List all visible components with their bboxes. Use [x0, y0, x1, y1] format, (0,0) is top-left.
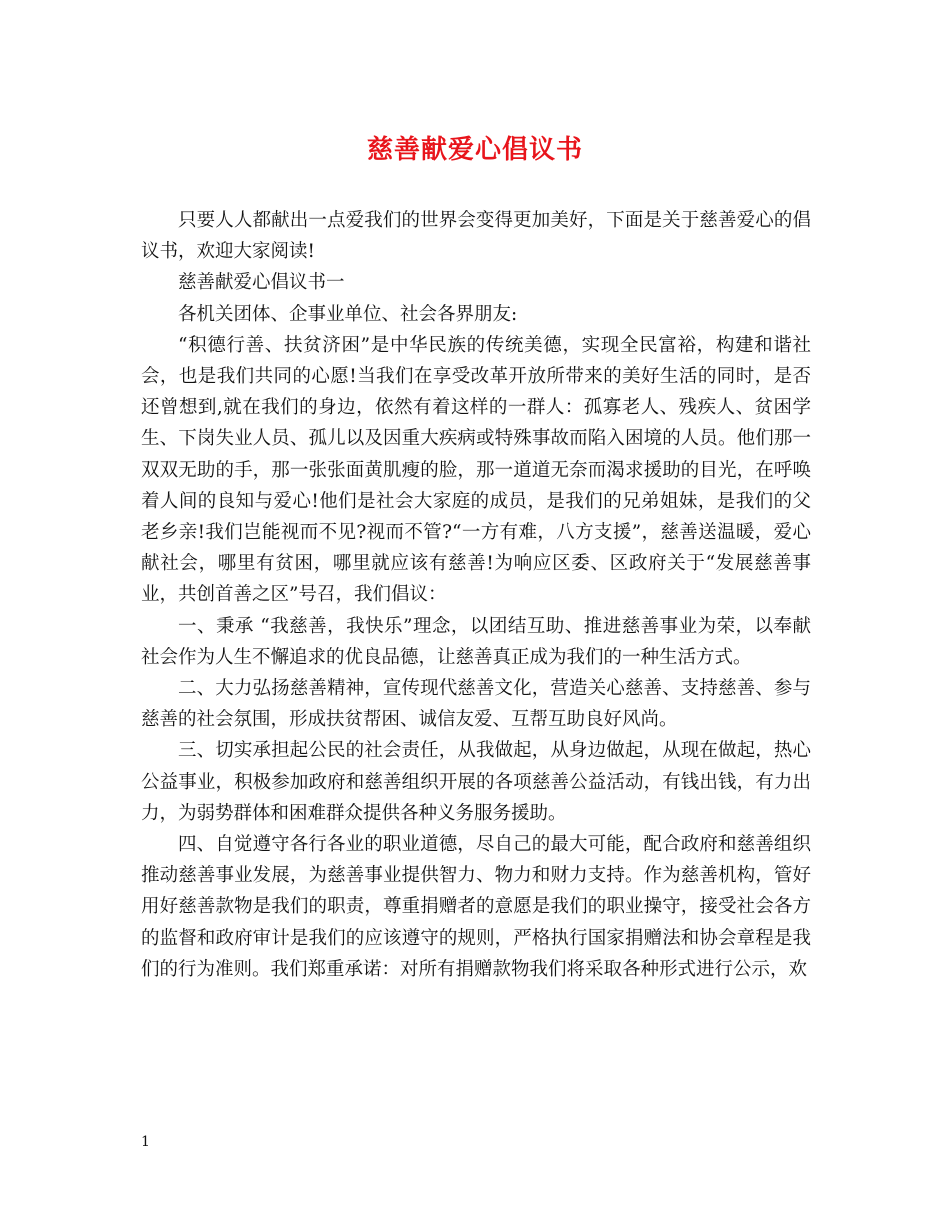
body-paragraph: “积德行善、扶贫济困”是中华民族的传统美德，实现全民富裕，构建和谐社会，也是我们共同的心愿!当我们在享受改革开放所带来的美好生活的同时，是否还曾想到,就在我们的身边，依然有着这样的一群人：孤寡老人、残疾人、贫困学生、下岗失业人员、孤儿以及因重大疾病或特殊事故而陷入困境的人员。他们那一双双无助的手，那一张张面黄肌瘦的脸，那一道道无奈而渴求援助的目光，在呼唤着人间的良知与爱心!他们是社会大家庭的成员，是我们的兄弟姐妹，是我们的父老乡亲!我们岂能视而不见?视而不管?“一方有难，八方支援”，慈善送温暖，爱心献社会，哪里有贫困，哪里就应该有慈善!为响应区委、区政府关于“发展慈善事业，共创首善之区”号召，我们倡议：: [141, 334, 812, 606]
proposal-item-1: 一、秉承 “我慈善，我快乐”理念，以团结互助、推进慈善事业为荣，以奉献社会作为人生不懈追求的优良品德，让慈善真正成为我们的一种生活方式。: [141, 615, 811, 668]
proposal-item-4: 四、自觉遵守各行各业的职业道德，尽自己的最大可能，配合政府和慈善组织推动慈善事业发展，为慈善事业提供智力、物力和财力支持。作为慈善机构，管好用好慈善款物是我们的职责，尊重捐赠者的意愿是我们的职业操守，接受社会各方的监督和政府审计是我们的应该遵守的规则，严格执行国家捐赠法和协会章程是我们的行为准则。我们郑重承诺：对所有捐赠款物我们将采取各种形式进行公示，欢: [141, 834, 811, 980]
page-number: 1: [141, 1134, 150, 1150]
proposal-item-2: 二、大力弘扬慈善精神，宣传现代慈善文化，营造关心慈善、支持慈善、参与慈善的社会氛围，形成扶贫帮困、诚信友爱、互帮互助良好风尚。: [141, 678, 811, 731]
document-body: [141, 205, 811, 985]
salutation: 各机关团体、企事业单位、社会各界朋友:: [178, 303, 518, 325]
intro-paragraph: 只要人人都献出一点爱我们的世界会变得更加美好，下面是关于慈善爱心的倡议书，欢迎大家阅读!: [141, 210, 811, 263]
proposal-item-3: 三、切实承担起公民的社会责任，从我做起，从身边做起，从现在做起，热心公益事业，积极参加政府和慈善组织开展的各项慈善公益活动，有钱出钱，有力出力，为弱势群体和困难群众提供各种义务服务援助。: [141, 740, 811, 824]
document-title: 慈善献爱心倡议书: [366, 135, 583, 165]
section-heading: 慈善献爱心倡议书一: [178, 272, 345, 294]
